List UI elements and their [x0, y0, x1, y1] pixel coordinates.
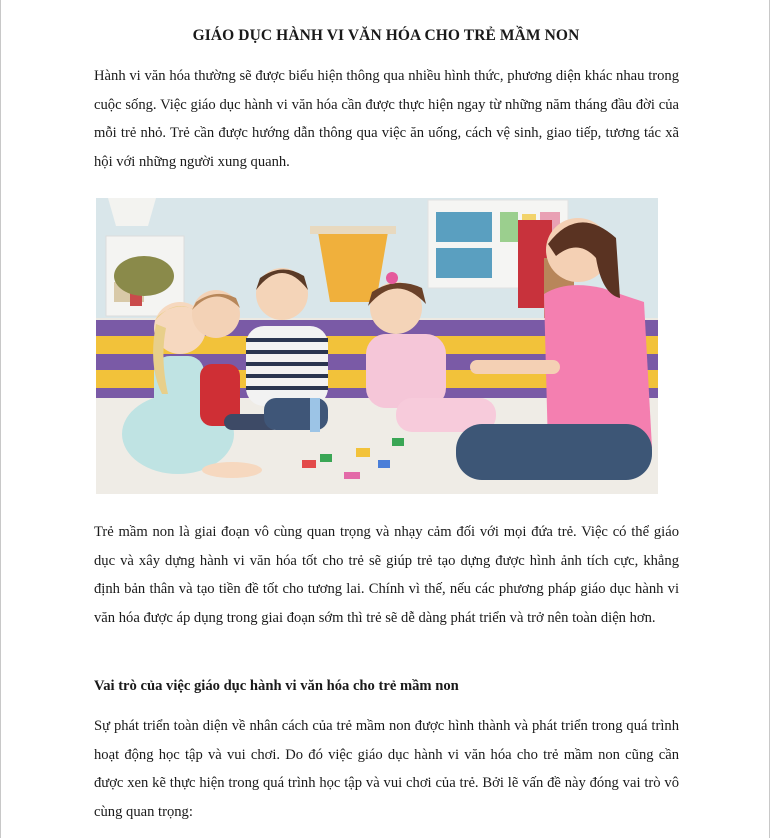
section-paragraph: Sự phát triển toàn diện về nhân cách của trẻ mầm non được hình thành và phát triển trong quá trình hoạt động học tập và vui chơi. Do đó việc giáo dục hành vi văn hóa cho trẻ mầm non cũng cần được xen kẽ thực hiện trong quá trình học tập và vui chơi của trẻ. Bởi lẽ vấn đề này đóng vai trò vô cùng quan trọng:: [94, 718, 679, 820]
article-photo: [96, 198, 658, 494]
article-title: GIÁO DỤC HÀNH VI VĂN HÓA CHO TRẺ MẦM NON: [192, 27, 580, 44]
body-paragraph: Trẻ mầm non là giai đoạn vô cùng quan trọng và nhạy cảm đối với mọi đứa trẻ. Việc có thể giáo dục và xây dựng hành vi văn hóa tốt cho trẻ sẽ giúp trẻ tạo dựng được hình ảnh tích cực, khẳng định bản thân và tạo tiền đề tốt cho tương lai. Chính vì thế, nếu các phương pháp giáo dục hành vi văn hóa được áp dụng trong giai đoạn sớm thì trẻ sẽ dễ dàng phát triển và trở nên toàn diện hơn.: [94, 524, 679, 626]
section-heading: Vai trò của việc giáo dục hành vi văn hóa cho trẻ mầm non: [94, 678, 459, 694]
intro-paragraph: Hành vi văn hóa thường sẽ được biểu hiện thông qua nhiều hình thức, phương diện khác nhau trong cuộc sống. Việc giáo dục hành vi văn hóa cần được thực hiện ngay từ những năm tháng đầu đời của mỗi trẻ nhỏ. Trẻ cần được hướng dẫn thông qua việc ăn uống, cách vệ sinh, giao tiếp, tương tác xã hội với những người xung quanh.: [94, 68, 679, 170]
